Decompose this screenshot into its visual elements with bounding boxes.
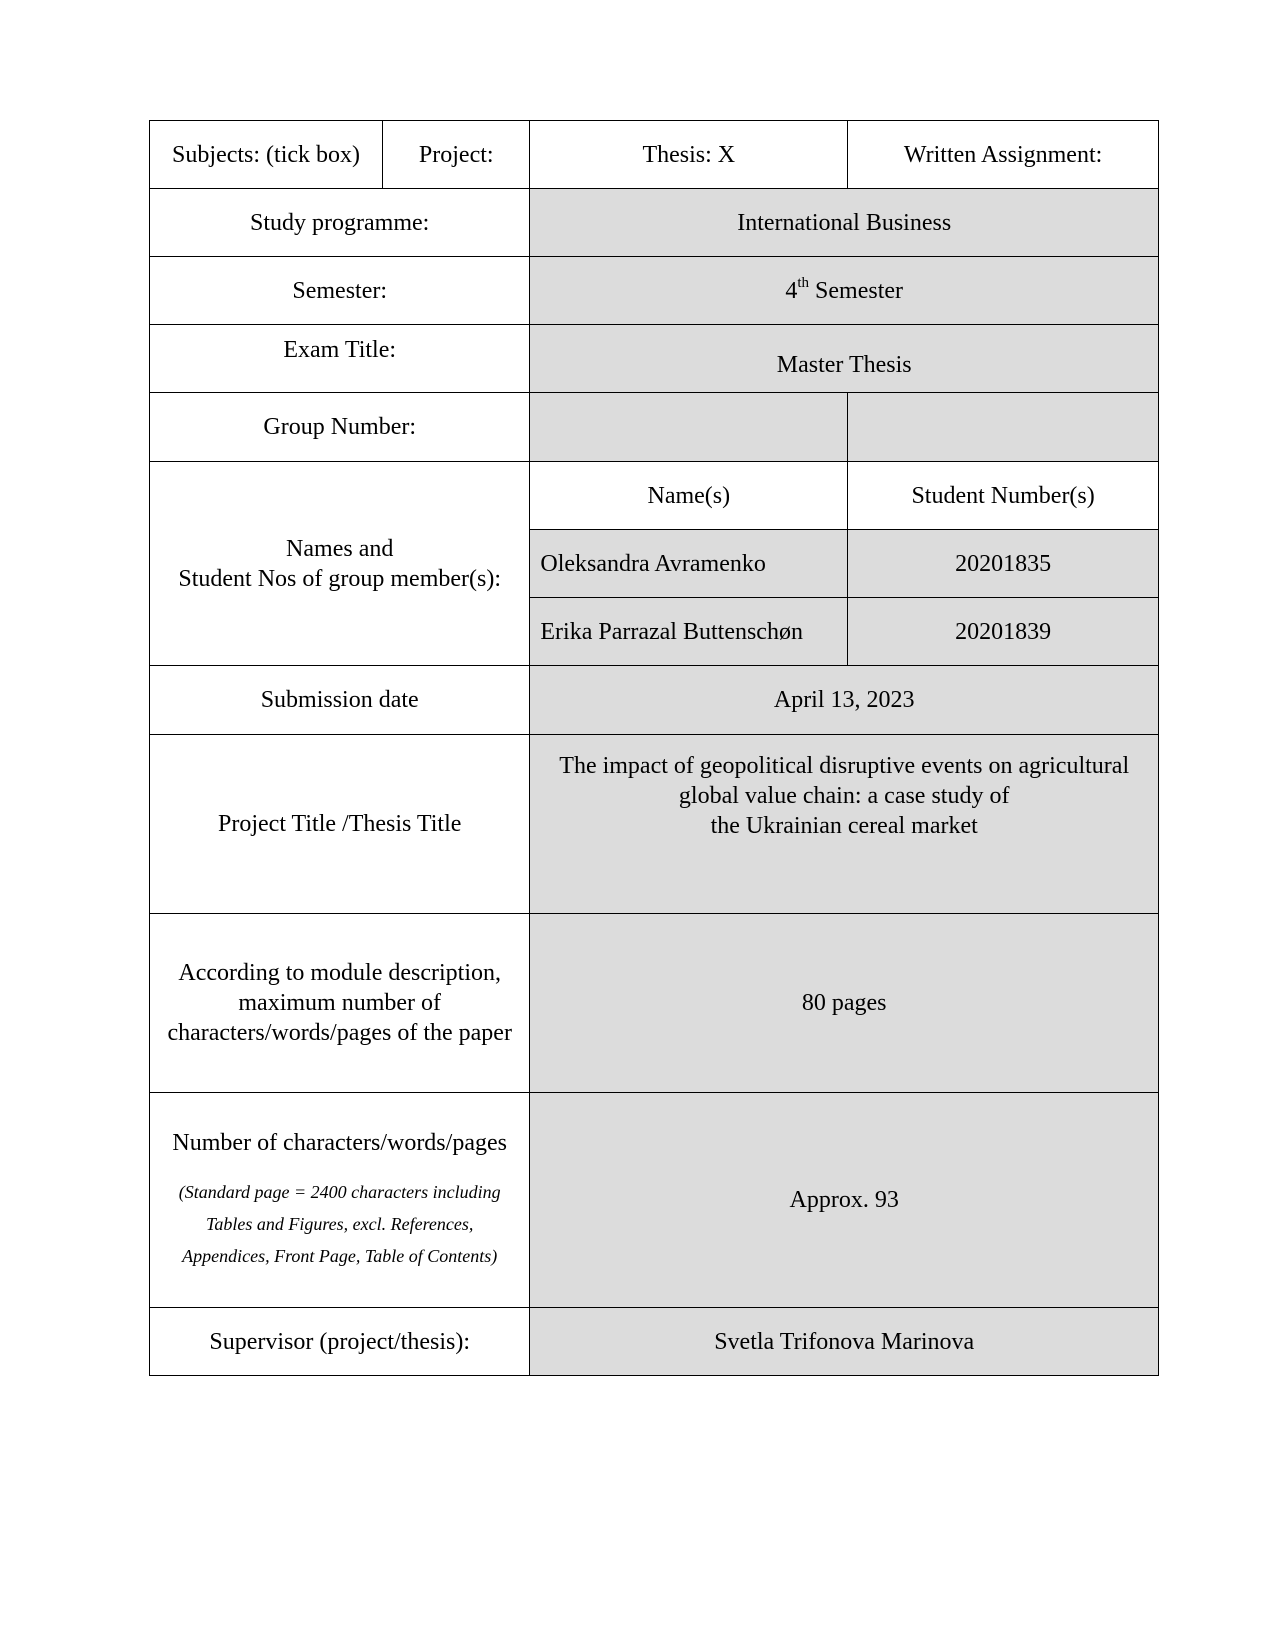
members-label-line2: Student Nos of group member(s): bbox=[178, 565, 501, 592]
student-numbers-column-header: Student Number(s) bbox=[848, 462, 1159, 530]
length-label bbox=[150, 1093, 530, 1308]
max-length-value: 80 pages bbox=[530, 914, 1159, 1093]
subjects-label: Subjects: (tick box) bbox=[150, 121, 383, 189]
semester-number: 4 bbox=[785, 277, 798, 304]
subjects-row bbox=[150, 121, 1159, 189]
project-label: Project: bbox=[383, 121, 530, 189]
members-header-row bbox=[150, 462, 1159, 530]
study-programme-row bbox=[150, 189, 1159, 257]
note-line-3: Appendices, Front Page, Table of Contents) bbox=[182, 1246, 498, 1266]
member-number: 20201835 bbox=[848, 530, 1159, 598]
exam-title-label: Exam Title: bbox=[150, 325, 530, 393]
semester-word: Semester bbox=[815, 277, 904, 304]
members-label-line1: Names and bbox=[286, 535, 394, 562]
length-label-text: Number of characters/words/pages bbox=[172, 1130, 507, 1156]
max-length-row bbox=[150, 914, 1159, 1093]
member-name: Oleksandra Avramenko bbox=[530, 530, 848, 598]
length-row bbox=[150, 1093, 1159, 1308]
exam-title-row bbox=[150, 325, 1159, 393]
max-length-label-line2: maximum number of bbox=[238, 990, 442, 1016]
submission-date-row bbox=[150, 666, 1159, 735]
submission-date-label: Submission date bbox=[150, 666, 530, 735]
member-name: Erika Parrazal Buttenschøn bbox=[530, 598, 848, 666]
supervisor-label: Supervisor (project/thesis): bbox=[150, 1308, 530, 1376]
group-number-value-1 bbox=[530, 393, 848, 462]
supervisor-row bbox=[150, 1308, 1159, 1376]
thesis-label: Thesis: X bbox=[530, 121, 848, 189]
study-programme-value: International Business bbox=[530, 189, 1159, 257]
supervisor-value: Svetla Trifonova Marinova bbox=[530, 1308, 1159, 1376]
title-line-3: the Ukrainian cereal market bbox=[710, 813, 978, 839]
max-length-label-line3: characters/words/pages of the paper bbox=[167, 1020, 512, 1046]
exam-title-value: Master Thesis bbox=[530, 325, 1159, 393]
note-line-1: (Standard page = 2400 characters including bbox=[178, 1182, 501, 1202]
group-number-row bbox=[150, 393, 1159, 462]
study-programme-label: Study programme: bbox=[150, 189, 530, 257]
members-label bbox=[150, 462, 530, 666]
title-value bbox=[530, 735, 1159, 914]
member-number: 20201839 bbox=[848, 598, 1159, 666]
max-length-label bbox=[150, 914, 530, 1093]
note-line-2: Tables and Figures, excl. References, bbox=[205, 1214, 474, 1234]
semester-label: Semester: bbox=[150, 257, 530, 325]
standard-page-note bbox=[160, 1176, 519, 1272]
max-length-label-line1: According to module description, bbox=[178, 960, 501, 986]
semester-value bbox=[530, 257, 1159, 325]
group-number-label: Group Number: bbox=[150, 393, 530, 462]
front-page-form bbox=[149, 120, 1159, 1376]
semester-suffix: th bbox=[797, 274, 810, 291]
title-label: Project Title /Thesis Title bbox=[150, 735, 530, 914]
group-number-value-2 bbox=[848, 393, 1159, 462]
title-line-2: global value chain: a case study of bbox=[678, 783, 1010, 809]
title-line-1: The impact of geopolitical disruptive events on agricultural bbox=[559, 753, 1130, 779]
length-value: Approx. 93 bbox=[530, 1093, 1159, 1308]
title-row bbox=[150, 735, 1159, 914]
semester-row bbox=[150, 257, 1159, 325]
written-assignment-label: Written Assignment: bbox=[848, 121, 1159, 189]
names-column-header: Name(s) bbox=[530, 462, 848, 530]
submission-date-value: April 13, 2023 bbox=[530, 666, 1159, 735]
